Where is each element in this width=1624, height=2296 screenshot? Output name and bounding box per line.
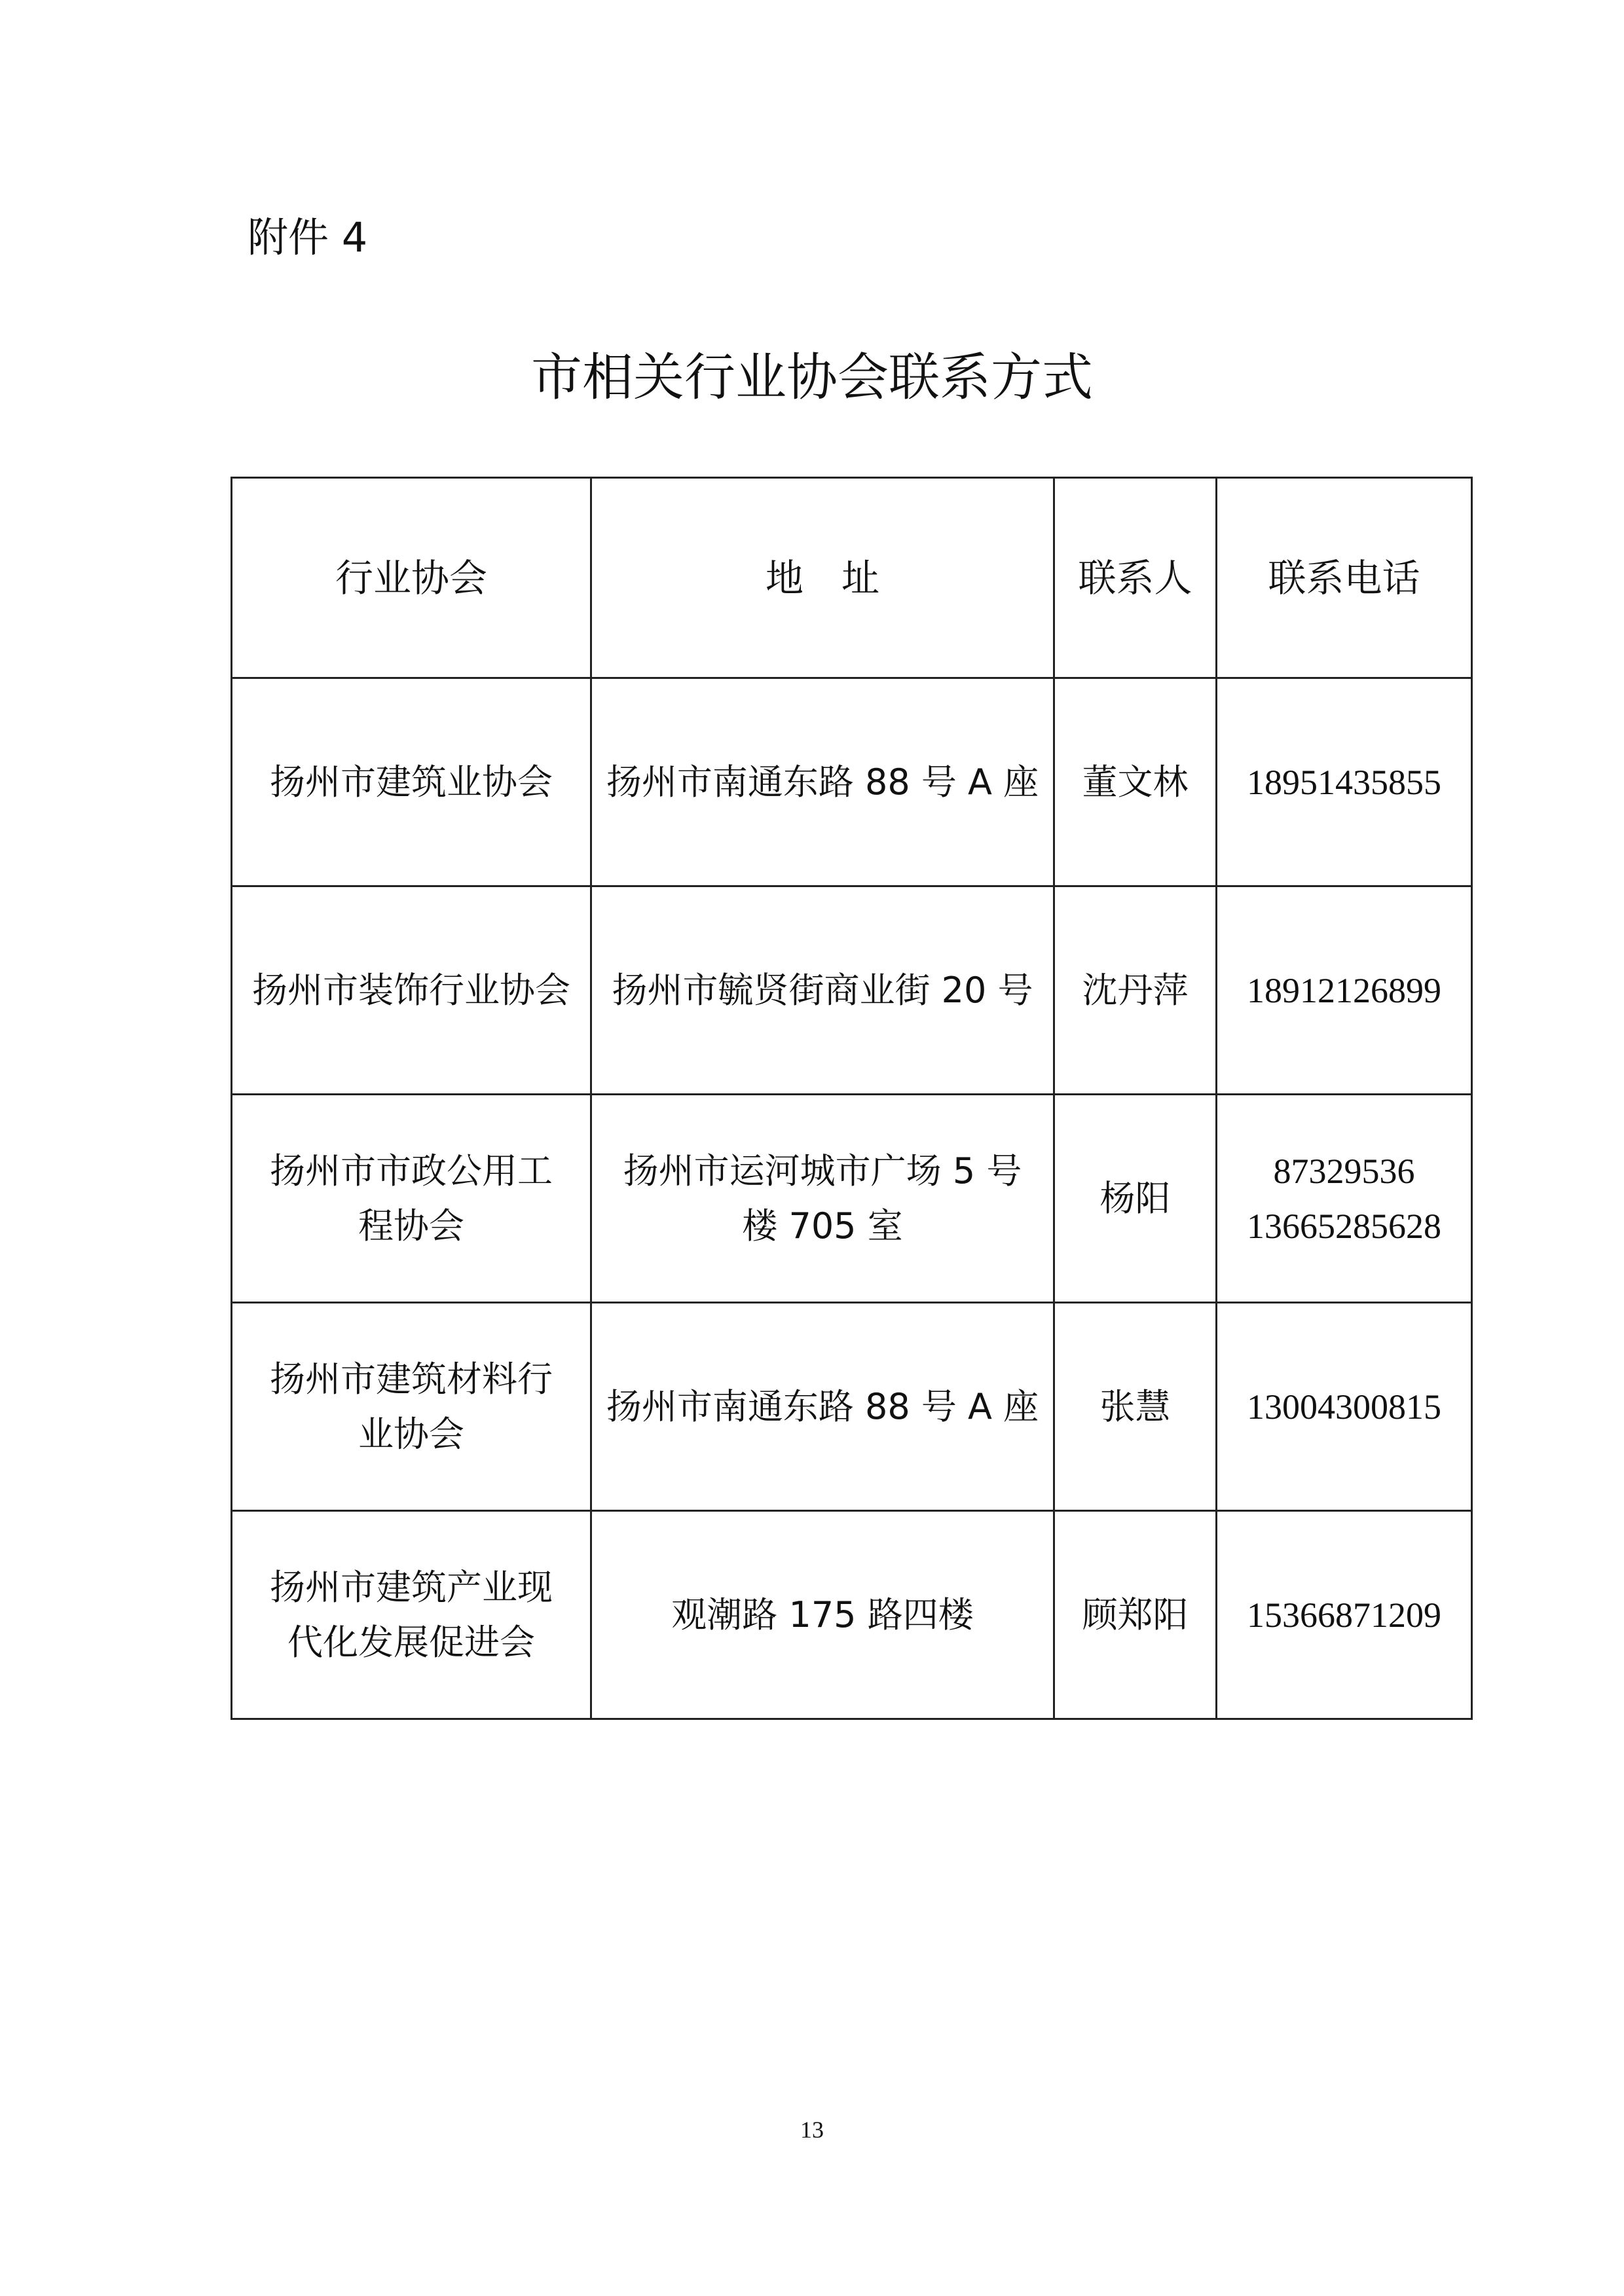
phone-number: 15366871209: [1247, 1595, 1441, 1635]
association-name-line-1: 扬州市建筑产业现: [270, 1566, 553, 1608]
address-cell: [591, 678, 1054, 886]
contacts-table: [231, 477, 1473, 1720]
table-header-row: [232, 478, 1472, 678]
phone-cell: [1217, 1511, 1472, 1719]
address-text: 扬州市南通东路 88 号 A 座: [606, 1385, 1039, 1427]
address-text: 扬州市南通东路 88 号 A 座: [606, 761, 1039, 803]
association-cell: [232, 1303, 591, 1511]
header-association: 行业协会: [232, 478, 591, 678]
contact-cell: 顾郑阳: [1054, 1511, 1217, 1719]
address-text: 观潮路 175 路四楼: [671, 1594, 974, 1635]
header-contact: 联系人: [1054, 478, 1217, 678]
contact-cell: 张慧: [1054, 1303, 1217, 1511]
address-text-line-2: 楼 705 室: [742, 1205, 903, 1247]
phone-number: 87329536: [1273, 1151, 1415, 1191]
association-name-line-2: 代化发展促进会: [287, 1621, 535, 1663]
table-row: [232, 1511, 1472, 1719]
address-cell: [591, 1095, 1054, 1303]
phone-cell: [1217, 1095, 1472, 1303]
address-cell: [591, 886, 1054, 1095]
association-cell: [232, 1511, 591, 1719]
phone-number: 13004300815: [1247, 1387, 1441, 1427]
contact-cell: 董文林: [1054, 678, 1217, 886]
association-cell: [232, 1095, 591, 1303]
table-row: [232, 1095, 1472, 1303]
attachment-label: 附件 4: [248, 213, 368, 261]
contact-cell: 沈丹萍: [1054, 886, 1217, 1095]
table-row: [232, 1303, 1472, 1511]
table-row: [232, 678, 1472, 886]
association-name-line-1: 扬州市市政公用工: [270, 1150, 553, 1192]
page-number: 13: [800, 2117, 824, 2143]
association-cell: [232, 678, 591, 886]
address-cell: [591, 1511, 1054, 1719]
association-name-line-2: 程协会: [358, 1205, 464, 1247]
association-name-line-1: 扬州市建筑材料行: [270, 1358, 553, 1400]
contact-cell: 杨阳: [1054, 1095, 1217, 1303]
association-cell: [232, 886, 591, 1095]
association-name: 扬州市装饰行业协会: [252, 969, 570, 1011]
table-row: [232, 886, 1472, 1095]
phone-cell: [1217, 678, 1472, 886]
phone-cell: [1217, 886, 1472, 1095]
phone-number: 18912126899: [1247, 970, 1441, 1010]
document-title: 市相关行业协会联系方式: [530, 348, 1093, 407]
address-text: 扬州市毓贤街商业街 20 号: [612, 969, 1033, 1011]
association-name-line-2: 业协会: [358, 1413, 464, 1455]
header-address: 地 址: [591, 478, 1054, 678]
address-text-line-1: 扬州市运河城市广场 5 号: [623, 1150, 1022, 1192]
phone-cell: [1217, 1303, 1472, 1511]
phone-number-mobile: 13665285628: [1247, 1206, 1441, 1246]
header-phone: 联系电话: [1217, 478, 1472, 678]
association-name: 扬州市建筑业协会: [270, 761, 553, 803]
address-cell: [591, 1303, 1054, 1511]
phone-number: 18951435855: [1247, 762, 1441, 802]
